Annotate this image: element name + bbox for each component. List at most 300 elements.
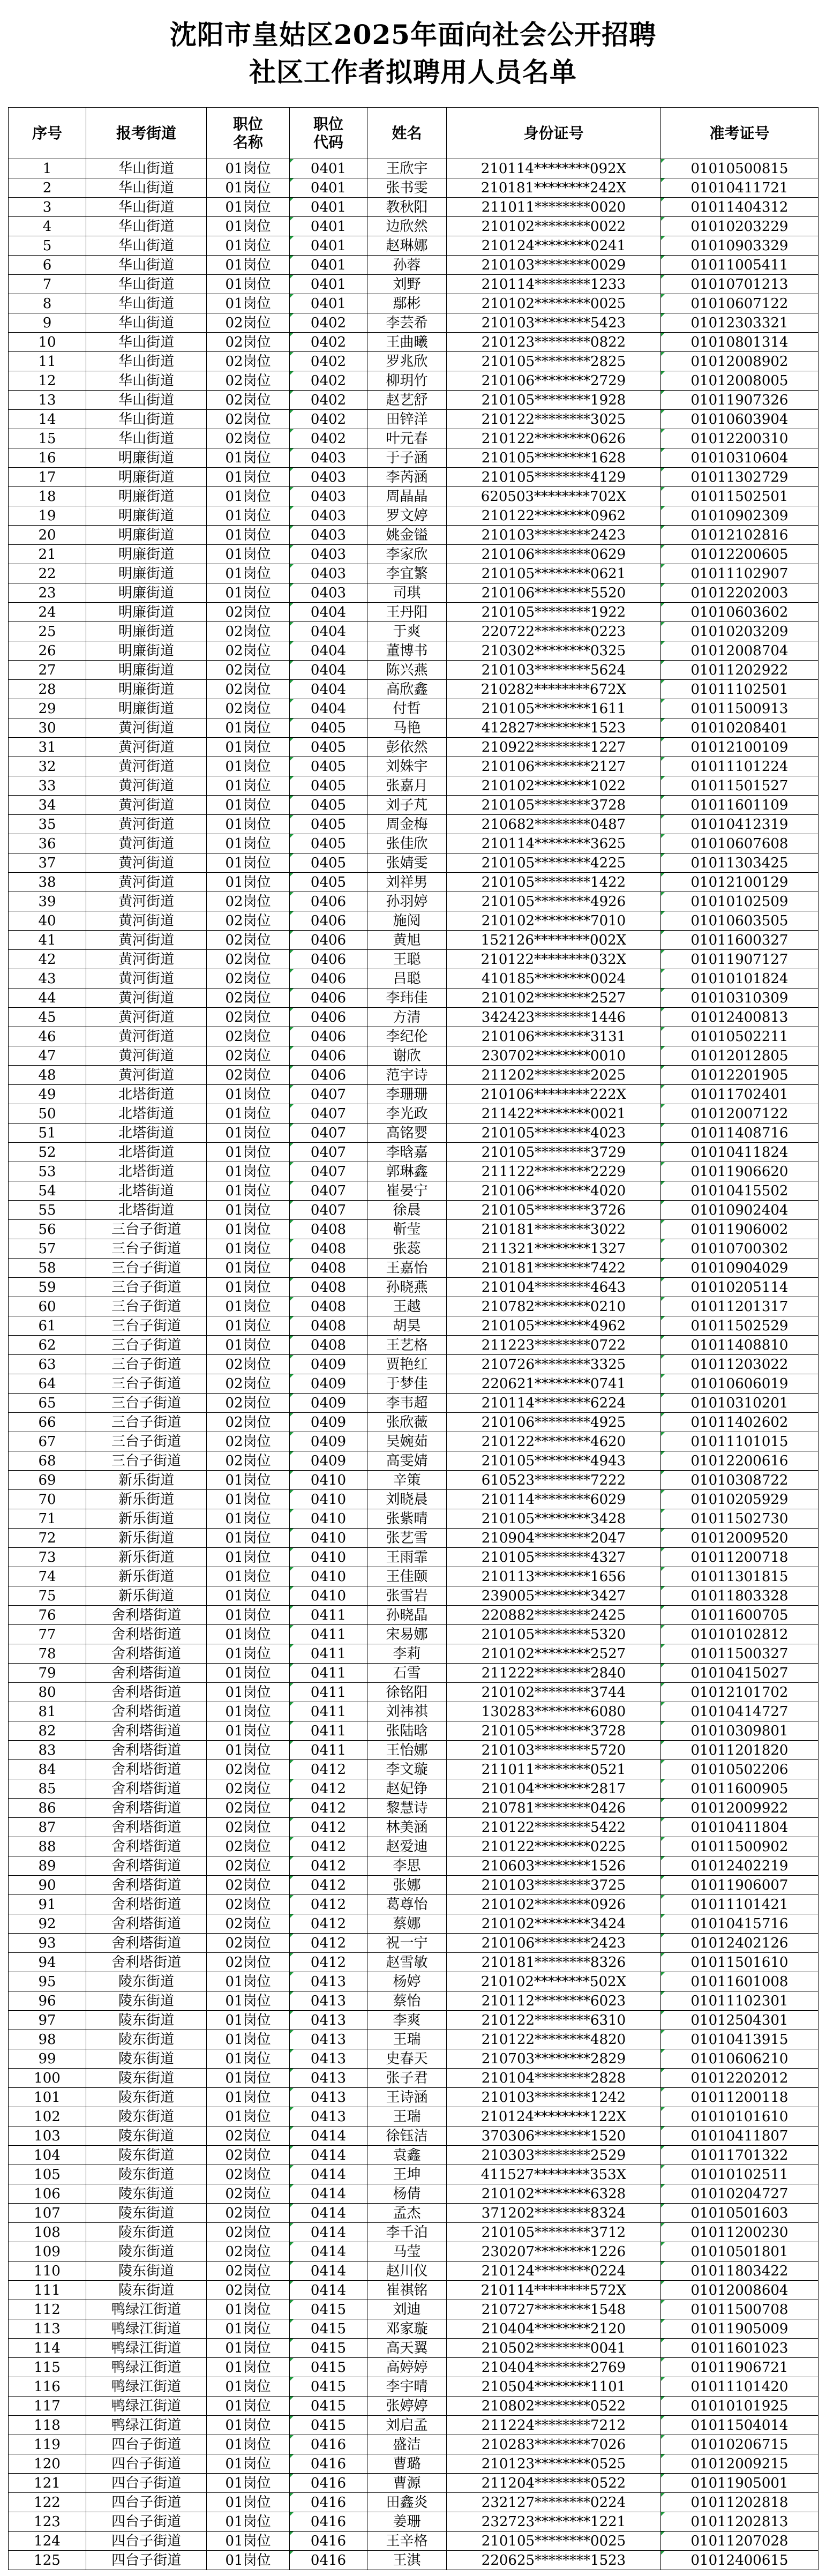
cell-position-name: 02岗位: [207, 2126, 290, 2146]
cell-id-number: 210181********8326: [447, 1953, 661, 1972]
table-row: [9, 1239, 819, 1259]
table-row: [9, 178, 819, 198]
cell-street: 舍利塔街道: [86, 1702, 207, 1721]
cell-exam-number: 01011504014: [661, 2416, 819, 2435]
cell-position-code: 0414: [290, 2165, 367, 2184]
cell-position-code: 0412: [290, 1934, 367, 1953]
cell-seq: 6: [9, 256, 86, 275]
cell-id-number: 239005********3427: [447, 1586, 661, 1606]
cell-id-number: 210102********0025: [447, 294, 661, 313]
table-row: [9, 1991, 819, 2011]
cell-position-name: 01岗位: [207, 256, 290, 275]
cell-seq: 101: [9, 2088, 86, 2107]
cell-exam-number: 01010411721: [661, 178, 819, 198]
cell-position-name: 01岗位: [207, 159, 290, 178]
cell-street: 明廉街道: [86, 661, 207, 680]
cell-id-number: 210105********4129: [447, 468, 661, 487]
cell-seq: 93: [9, 1934, 86, 1953]
table-row: [9, 1085, 819, 1104]
cell-id-number: 210105********3712: [447, 2223, 661, 2242]
cell-position-name: 01岗位: [207, 2107, 290, 2126]
cell-street: 明廉街道: [86, 526, 207, 545]
cell-exam-number: 01010700302: [661, 1239, 819, 1259]
cell-exam-number: 01011906620: [661, 1162, 819, 1181]
cell-street: 黄河街道: [86, 757, 207, 776]
cell-id-number: 210122********6310: [447, 2011, 661, 2030]
column-header-street: [86, 108, 207, 159]
cell-exam-number: 01010607122: [661, 294, 819, 313]
cell-seq: 116: [9, 2377, 86, 2397]
cell-street: 陵东街道: [86, 1972, 207, 1991]
cell-street: 黄河街道: [86, 931, 207, 950]
cell-seq: 84: [9, 1760, 86, 1779]
cell-seq: 5: [9, 236, 86, 256]
cell-position-code: 0406: [290, 989, 367, 1008]
cell-exam-number: 01011500708: [661, 2300, 819, 2319]
cell-name: 王曲曦: [367, 333, 447, 352]
cell-position-name: 01岗位: [207, 1586, 290, 1606]
cell-id-number: 210113********1656: [447, 1567, 661, 1586]
cell-name: 李晗嘉: [367, 1143, 447, 1162]
cell-id-number: 210181********7422: [447, 1259, 661, 1278]
cell-name: 边欣然: [367, 217, 447, 236]
cell-seq: 70: [9, 1490, 86, 1509]
cell-seq: 72: [9, 1529, 86, 1548]
table-row: [9, 1529, 819, 1548]
cell-seq: 125: [9, 2551, 86, 2570]
cell-position-code: 0409: [290, 1355, 367, 1374]
cell-position-code: 0406: [290, 1066, 367, 1085]
table-row: [9, 1316, 819, 1336]
cell-position-name: 01岗位: [207, 506, 290, 526]
cell-position-name: 01岗位: [207, 487, 290, 506]
cell-position-name: 01岗位: [207, 468, 290, 487]
cell-position-code: 0410: [290, 1567, 367, 1586]
cell-street: 鸭绿江街道: [86, 2377, 207, 2397]
cell-exam-number: 01011102501: [661, 680, 819, 699]
cell-id-number: 211223********0722: [447, 1336, 661, 1355]
cell-exam-number: 01010502211: [661, 1027, 819, 1046]
cell-seq: 77: [9, 1625, 86, 1644]
table-row: [9, 448, 819, 468]
cell-position-code: 0413: [290, 2069, 367, 2088]
cell-position-name: 02岗位: [207, 1027, 290, 1046]
cell-position-name: 01岗位: [207, 1201, 290, 1220]
cell-exam-number: 01012008704: [661, 641, 819, 661]
cell-id-number: 230207********1226: [447, 2242, 661, 2262]
table-row: [9, 2126, 819, 2146]
cell-id-number: 210103********2423: [447, 526, 661, 545]
cell-position-code: 0412: [290, 1895, 367, 1914]
cell-street: 北塔街道: [86, 1143, 207, 1162]
cell-position-name: 01岗位: [207, 1991, 290, 2011]
cell-position-name: 02岗位: [207, 391, 290, 410]
cell-id-number: 210122********3025: [447, 410, 661, 429]
cell-exam-number: 01010606210: [661, 2049, 819, 2069]
cell-position-name: 01岗位: [207, 217, 290, 236]
cell-position-code: 0405: [290, 757, 367, 776]
cell-name: 崔晏宁: [367, 1181, 447, 1201]
cell-street: 三台子街道: [86, 1451, 207, 1471]
cell-position-name: 01岗位: [207, 2454, 290, 2474]
cell-exam-number: 01011502730: [661, 1509, 819, 1529]
cell-street: 陵东街道: [86, 2088, 207, 2107]
cell-seq: 66: [9, 1413, 86, 1432]
cell-seq: 23: [9, 583, 86, 603]
cell-street: 舍利塔街道: [86, 1876, 207, 1895]
cell-street: 明廉街道: [86, 622, 207, 641]
cell-name: 叶元春: [367, 429, 447, 448]
cell-position-name: 01岗位: [207, 1471, 290, 1490]
cell-street: 华山街道: [86, 410, 207, 429]
cell-street: 华山街道: [86, 371, 207, 391]
cell-id-number: 210106********2127: [447, 757, 661, 776]
cell-id-number: 210106********2729: [447, 371, 661, 391]
table-row: [9, 371, 819, 391]
cell-position-code: 0407: [290, 1143, 367, 1162]
cell-seq: 113: [9, 2319, 86, 2339]
cell-position-code: 0408: [290, 1278, 367, 1297]
cell-exam-number: 01010310201: [661, 1394, 819, 1413]
cell-seq: 81: [9, 1702, 86, 1721]
cell-street: 黄河街道: [86, 834, 207, 853]
cell-exam-number: 01012400813: [661, 1008, 819, 1027]
cell-id-number: 232127********0224: [447, 2493, 661, 2512]
cell-seq: 10: [9, 333, 86, 352]
cell-id-number: 210104********4643: [447, 1278, 661, 1297]
cell-exam-number: 01011408716: [661, 1124, 819, 1143]
cell-id-number: 211011********0521: [447, 1760, 661, 1779]
cell-seq: 120: [9, 2454, 86, 2474]
cell-exam-number: 01010801314: [661, 333, 819, 352]
cell-position-code: 0411: [290, 1721, 367, 1741]
cell-exam-number: 01010501603: [661, 2204, 819, 2223]
table-row: [9, 1818, 819, 1837]
cell-name: 高婷婷: [367, 2358, 447, 2377]
cell-position-code: 0409: [290, 1413, 367, 1432]
cell-exam-number: 01010500815: [661, 159, 819, 178]
cell-name: 张佳欣: [367, 834, 447, 853]
cell-street: 舍利塔街道: [86, 1895, 207, 1914]
cell-position-code: 0404: [290, 603, 367, 622]
cell-position-code: 0404: [290, 641, 367, 661]
cell-name: 赵爱迪: [367, 1837, 447, 1856]
cell-street: 鸭绿江街道: [86, 2300, 207, 2319]
cell-position-code: 0402: [290, 391, 367, 410]
cell-seq: 47: [9, 1046, 86, 1066]
cell-seq: 36: [9, 834, 86, 853]
cell-name: 柳玥竹: [367, 371, 447, 391]
table-row: [9, 1625, 819, 1644]
cell-exam-number: 01012201905: [661, 1066, 819, 1085]
cell-exam-number: 01011202922: [661, 661, 819, 680]
cell-id-number: 210603********1526: [447, 1856, 661, 1876]
table-body: [9, 159, 819, 2570]
cell-seq: 13: [9, 391, 86, 410]
table-row: [9, 294, 819, 313]
cell-position-name: 02岗位: [207, 2204, 290, 2223]
cell-name: 刘启孟: [367, 2416, 447, 2435]
table-row: [9, 2204, 819, 2223]
cell-id-number: 210302********0325: [447, 641, 661, 661]
cell-street: 华山街道: [86, 159, 207, 178]
cell-seq: 49: [9, 1085, 86, 1104]
cell-position-code: 0401: [290, 217, 367, 236]
cell-name: 王越: [367, 1297, 447, 1316]
cell-position-code: 0407: [290, 1162, 367, 1181]
cell-position-code: 0405: [290, 834, 367, 853]
cell-street: 北塔街道: [86, 1162, 207, 1181]
cell-name: 于爽: [367, 622, 447, 641]
cell-name: 李爽: [367, 2011, 447, 2030]
cell-name: 曹璐: [367, 2454, 447, 2474]
cell-name: 周晶晶: [367, 487, 447, 506]
cell-exam-number: 01010603904: [661, 410, 819, 429]
cell-position-name: 02岗位: [207, 622, 290, 641]
cell-exam-number: 01011906007: [661, 1876, 819, 1895]
cell-name: 刘子芃: [367, 796, 447, 815]
table-row: [9, 198, 819, 217]
cell-exam-number: 01011803328: [661, 1586, 819, 1606]
cell-street: 华山街道: [86, 236, 207, 256]
cell-id-number: 210104********2828: [447, 2069, 661, 2088]
cell-position-name: 01岗位: [207, 1162, 290, 1181]
cell-seq: 87: [9, 1818, 86, 1837]
cell-seq: 56: [9, 1220, 86, 1239]
cell-position-name: 01岗位: [207, 2551, 290, 2570]
cell-position-code: 0416: [290, 2454, 367, 2474]
cell-id-number: 210103********0029: [447, 256, 661, 275]
cell-name: 李芮涵: [367, 468, 447, 487]
table-row: [9, 506, 819, 526]
cell-seq: 112: [9, 2300, 86, 2319]
cell-position-code: 0402: [290, 352, 367, 371]
cell-name: 高欣鑫: [367, 680, 447, 699]
table-row: [9, 776, 819, 796]
cell-position-code: 0402: [290, 313, 367, 333]
cell-id-number: 230702********0010: [447, 1046, 661, 1066]
cell-id-number: 210105********3729: [447, 1143, 661, 1162]
cell-seq: 80: [9, 1683, 86, 1702]
cell-seq: 44: [9, 989, 86, 1008]
cell-seq: 27: [9, 661, 86, 680]
cell-street: 陵东街道: [86, 2165, 207, 2184]
cell-position-name: 01岗位: [207, 1085, 290, 1104]
cell-position-name: 01岗位: [207, 2493, 290, 2512]
column-header-id-number: [447, 108, 661, 159]
table-row: [9, 468, 819, 487]
cell-position-name: 01岗位: [207, 2049, 290, 2069]
cell-id-number: 342423********1446: [447, 1008, 661, 1027]
cell-id-number: 210303********2529: [447, 2146, 661, 2165]
table-row: [9, 1124, 819, 1143]
table-row: [9, 429, 819, 448]
cell-street: 明廉街道: [86, 487, 207, 506]
cell-position-code: 0410: [290, 1548, 367, 1567]
cell-name: 孟杰: [367, 2204, 447, 2223]
cell-exam-number: 01010415027: [661, 1664, 819, 1683]
cell-exam-number: 01011601008: [661, 1972, 819, 1991]
table-row: [9, 1374, 819, 1394]
cell-street: 舍利塔街道: [86, 1721, 207, 1741]
cell-position-name: 01岗位: [207, 1143, 290, 1162]
table-row: [9, 641, 819, 661]
cell-street: 鸭绿江街道: [86, 2358, 207, 2377]
cell-position-code: 0404: [290, 661, 367, 680]
table-row: [9, 256, 819, 275]
table-row: [9, 834, 819, 853]
cell-position-code: 0415: [290, 2339, 367, 2358]
cell-street: 黄河街道: [86, 815, 207, 834]
cell-seq: 95: [9, 1972, 86, 1991]
cell-seq: 104: [9, 2146, 86, 2165]
cell-exam-number: 01011202818: [661, 2493, 819, 2512]
cell-seq: 22: [9, 564, 86, 583]
cell-exam-number: 01012100129: [661, 873, 819, 892]
cell-position-name: 02岗位: [207, 2184, 290, 2204]
cell-position-code: 0416: [290, 2435, 367, 2454]
table-row: [9, 680, 819, 699]
cell-seq: 41: [9, 931, 86, 950]
cell-position-code: 0406: [290, 911, 367, 931]
table-row: [9, 1914, 819, 1934]
cell-name: 教秋阳: [367, 198, 447, 217]
cell-exam-number: 01010203229: [661, 217, 819, 236]
cell-position-name: 01岗位: [207, 2435, 290, 2454]
cell-street: 三台子街道: [86, 1374, 207, 1394]
cell-id-number: 220882********2425: [447, 1606, 661, 1625]
table-row: [9, 1953, 819, 1972]
cell-exam-number: 01011601109: [661, 796, 819, 815]
table-row: [9, 1606, 819, 1625]
cell-position-name: 01岗位: [207, 2397, 290, 2416]
cell-street: 陵东街道: [86, 2204, 207, 2223]
cell-position-name: 01岗位: [207, 294, 290, 313]
table-row: [9, 1413, 819, 1432]
cell-position-code: 0412: [290, 1953, 367, 1972]
table-row: [9, 989, 819, 1008]
cell-position-code: 0406: [290, 1046, 367, 1066]
cell-name: 王艺格: [367, 1336, 447, 1355]
cell-street: 舍利塔街道: [86, 1799, 207, 1818]
cell-position-name: 01岗位: [207, 1741, 290, 1760]
cell-position-code: 0409: [290, 1451, 367, 1471]
cell-street: 明廉街道: [86, 506, 207, 526]
cell-position-name: 01岗位: [207, 2030, 290, 2049]
cell-exam-number: 01012200605: [661, 545, 819, 564]
cell-id-number: 130283********6080: [447, 1702, 661, 1721]
cell-position-name: 02岗位: [207, 1876, 290, 1895]
cell-position-name: 02岗位: [207, 1394, 290, 1413]
cell-street: 明廉街道: [86, 603, 207, 622]
cell-id-number: 210105********4225: [447, 853, 661, 873]
table-row: [9, 2300, 819, 2319]
cell-position-name: 01岗位: [207, 1567, 290, 1586]
cell-position-code: 0408: [290, 1239, 367, 1259]
cell-seq: 65: [9, 1394, 86, 1413]
cell-id-number: 210181********242X: [447, 178, 661, 198]
cell-position-code: 0408: [290, 1220, 367, 1239]
cell-id-number: 210122********4620: [447, 1432, 661, 1451]
cell-id-number: 210102********6328: [447, 2184, 661, 2204]
cell-exam-number: 01011301815: [661, 1567, 819, 1586]
cell-id-number: 210122********5422: [447, 1818, 661, 1837]
cell-name: 史春天: [367, 2049, 447, 2069]
cell-exam-number: 01010102509: [661, 892, 819, 911]
table-row: [9, 2512, 819, 2532]
cell-id-number: 210102********7010: [447, 911, 661, 931]
cell-name: 孙晓晶: [367, 1606, 447, 1625]
cell-exam-number: 01011200718: [661, 1548, 819, 1567]
cell-exam-number: 01012008005: [661, 371, 819, 391]
cell-seq: 2: [9, 178, 86, 198]
cell-street: 舍利塔街道: [86, 1837, 207, 1856]
cell-position-name: 02岗位: [207, 1914, 290, 1934]
table-row: [9, 159, 819, 178]
cell-street: 陵东街道: [86, 2030, 207, 2049]
cell-id-number: 210105********4327: [447, 1548, 661, 1567]
cell-position-name: 01岗位: [207, 873, 290, 892]
cell-street: 黄河街道: [86, 1008, 207, 1027]
cell-position-name: 01岗位: [207, 738, 290, 757]
cell-id-number: 210106********2423: [447, 1934, 661, 1953]
cell-name: 马艳: [367, 718, 447, 738]
cell-exam-number: 01010606019: [661, 1374, 819, 1394]
cell-seq: 20: [9, 526, 86, 545]
cell-street: 新乐街道: [86, 1586, 207, 1606]
table-row: [9, 757, 819, 776]
cell-seq: 76: [9, 1606, 86, 1625]
cell-name: 李莉: [367, 1644, 447, 1664]
cell-name: 张紫晴: [367, 1509, 447, 1529]
table-row: [9, 333, 819, 352]
cell-id-number: 211422********0021: [447, 1104, 661, 1124]
cell-seq: 19: [9, 506, 86, 526]
document-title: [0, 0, 826, 107]
cell-street: 黄河街道: [86, 989, 207, 1008]
cell-position-code: 0402: [290, 410, 367, 429]
table-row: [9, 1876, 819, 1895]
cell-position-code: 0410: [290, 1586, 367, 1606]
cell-id-number: 210102********3744: [447, 1683, 661, 1702]
cell-position-code: 0406: [290, 1008, 367, 1027]
cell-id-number: 210102********1022: [447, 776, 661, 796]
cell-position-code: 0416: [290, 2512, 367, 2532]
cell-exam-number: 01012101702: [661, 1683, 819, 1702]
cell-name: 陈兴燕: [367, 661, 447, 680]
cell-position-name: 02岗位: [207, 1760, 290, 1779]
table-row: [9, 526, 819, 545]
table-row: [9, 1721, 819, 1741]
table-row: [9, 931, 819, 950]
cell-position-name: 02岗位: [207, 2223, 290, 2242]
cell-name: 李宜繁: [367, 564, 447, 583]
cell-exam-number: 01012009215: [661, 2454, 819, 2474]
cell-position-code: 0414: [290, 2184, 367, 2204]
cell-id-number: 210103********1242: [447, 2088, 661, 2107]
cell-name: 孙晓燕: [367, 1278, 447, 1297]
cell-position-name: 01岗位: [207, 2011, 290, 2030]
cell-street: 四台子街道: [86, 2454, 207, 2474]
cell-name: 张书雯: [367, 178, 447, 198]
table-row: [9, 275, 819, 294]
cell-exam-number: 01010204727: [661, 2184, 819, 2204]
table-row: [9, 2069, 819, 2088]
cell-seq: 16: [9, 448, 86, 468]
table-row: [9, 1471, 819, 1490]
cell-seq: 96: [9, 1991, 86, 2011]
table-row: [9, 564, 819, 583]
